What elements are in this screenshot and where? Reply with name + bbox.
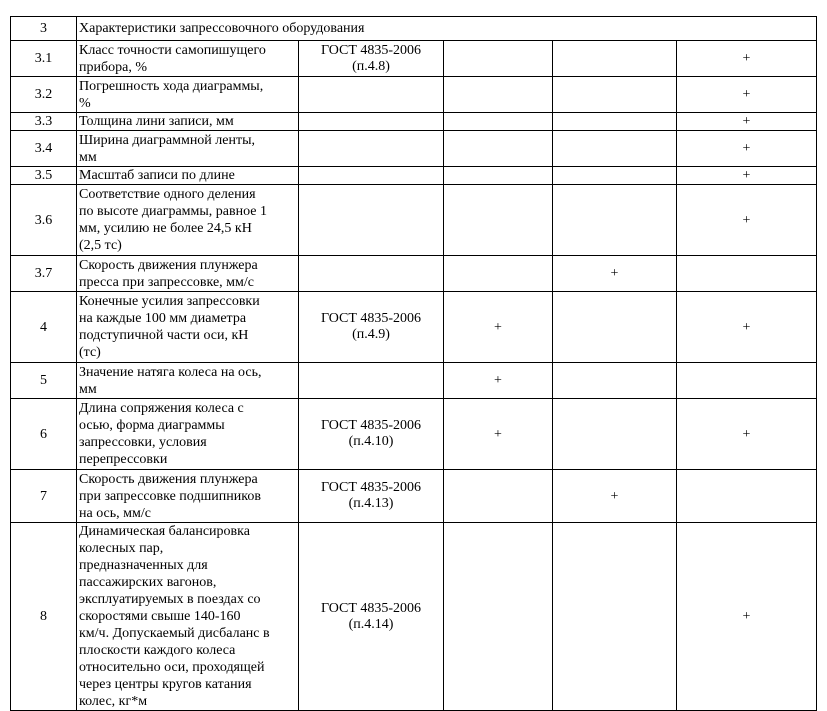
row-number: 3.3 <box>11 113 77 131</box>
row-standard <box>299 77 444 113</box>
row-standard <box>299 131 444 167</box>
row-mark-col-2: + <box>553 470 677 523</box>
row-mark-col-3: + <box>677 185 817 256</box>
row-mark-col-3: + <box>677 113 817 131</box>
row-mark-col-2 <box>553 399 677 470</box>
row-number: 8 <box>11 523 77 711</box>
table-row <box>11 113 817 131</box>
table-row <box>11 399 817 470</box>
row-mark-col-3 <box>677 470 817 523</box>
row-number: 3.1 <box>11 41 77 77</box>
row-name: Динамическая балансировка колесных пар, предназначенных для пассажирских вагонов, эксплуатируемых в поездах со скоростями свыше 140-160 км/ч. Допускаемый дисбаланс в плоскости каждого колеса относительно оси, проходящей через центры кругов катания колес, кг*м <box>77 523 299 711</box>
row-mark-col-1: + <box>444 399 553 470</box>
row-name: Класс точности самопишущего прибора, % <box>77 41 299 77</box>
row-standard <box>299 256 444 292</box>
row-mark-col-1: + <box>444 363 553 399</box>
row-mark-col-3: + <box>677 399 817 470</box>
section-header-row <box>11 17 817 41</box>
row-standard <box>299 113 444 131</box>
row-mark-col-1 <box>444 77 553 113</box>
row-name: Значение натяга колеса на ось, мм <box>77 363 299 399</box>
row-mark-col-3: + <box>677 292 817 363</box>
row-mark-col-1: + <box>444 292 553 363</box>
row-mark-col-1 <box>444 256 553 292</box>
row-mark-col-3: + <box>677 41 817 77</box>
row-mark-col-3: + <box>677 131 817 167</box>
row-mark-col-2 <box>553 167 677 185</box>
row-standard <box>299 363 444 399</box>
row-number: 6 <box>11 399 77 470</box>
row-number: 3.4 <box>11 131 77 167</box>
row-name: Конечные усилия запрессовки на каждые 100 мм диаметра подступичной части оси, кН (тс) <box>77 292 299 363</box>
row-mark-col-2 <box>553 185 677 256</box>
table-row <box>11 523 817 711</box>
table-row <box>11 77 817 113</box>
row-mark-col-3: + <box>677 77 817 113</box>
row-standard: ГОСТ 4835-2006 (п.4.14) <box>299 523 444 711</box>
row-standard <box>299 167 444 185</box>
row-mark-col-1 <box>444 470 553 523</box>
spec-table-body <box>11 17 817 711</box>
table-row <box>11 292 817 363</box>
row-standard: ГОСТ 4835-2006 (п.4.9) <box>299 292 444 363</box>
spec-table <box>10 16 817 711</box>
row-mark-col-2 <box>553 363 677 399</box>
row-name: Толщина лини записи, мм <box>77 113 299 131</box>
row-mark-col-2 <box>553 77 677 113</box>
table-row <box>11 131 817 167</box>
section-title: Характеристики запрессовочного оборудования <box>77 17 817 41</box>
row-number: 5 <box>11 363 77 399</box>
row-number: 3.7 <box>11 256 77 292</box>
row-standard: ГОСТ 4835-2006 (п.4.13) <box>299 470 444 523</box>
row-mark-col-2 <box>553 41 677 77</box>
table-row <box>11 470 817 523</box>
row-number: 3.2 <box>11 77 77 113</box>
section-number: 3 <box>11 17 77 41</box>
row-number: 7 <box>11 470 77 523</box>
row-standard <box>299 185 444 256</box>
row-mark-col-2 <box>553 113 677 131</box>
row-mark-col-1 <box>444 41 553 77</box>
row-name: Длина сопряжения колеса с осью, форма диаграммы запрессовки, условия перепрессовки <box>77 399 299 470</box>
row-mark-col-1 <box>444 523 553 711</box>
row-name: Соответствие одного деления по высоте диаграммы, равное 1 мм, усилию не более 24,5 кН (2,5 тс) <box>77 185 299 256</box>
row-mark-col-1 <box>444 113 553 131</box>
row-standard: ГОСТ 4835-2006 (п.4.8) <box>299 41 444 77</box>
row-standard: ГОСТ 4835-2006 (п.4.10) <box>299 399 444 470</box>
row-name: Скорость движения плунжера пресса при запрессовке, мм/с <box>77 256 299 292</box>
row-number: 3.6 <box>11 185 77 256</box>
table-row <box>11 256 817 292</box>
table-row <box>11 363 817 399</box>
row-name: Скорость движения плунжера при запрессовке подшипников на ось, мм/с <box>77 470 299 523</box>
row-mark-col-1 <box>444 167 553 185</box>
row-mark-col-3: + <box>677 523 817 711</box>
row-mark-col-3: + <box>677 167 817 185</box>
table-row <box>11 167 817 185</box>
row-mark-col-3 <box>677 363 817 399</box>
row-name: Ширина диаграммной ленты, мм <box>77 131 299 167</box>
row-name: Масштаб записи по длине <box>77 167 299 185</box>
row-mark-col-1 <box>444 131 553 167</box>
table-row <box>11 185 817 256</box>
row-mark-col-3 <box>677 256 817 292</box>
row-mark-col-1 <box>444 185 553 256</box>
row-number: 4 <box>11 292 77 363</box>
table-row <box>11 41 817 77</box>
row-mark-col-2 <box>553 292 677 363</box>
row-mark-col-2 <box>553 131 677 167</box>
row-mark-col-2: + <box>553 256 677 292</box>
row-name: Погрешность хода диаграммы, % <box>77 77 299 113</box>
row-mark-col-2 <box>553 523 677 711</box>
row-number: 3.5 <box>11 167 77 185</box>
